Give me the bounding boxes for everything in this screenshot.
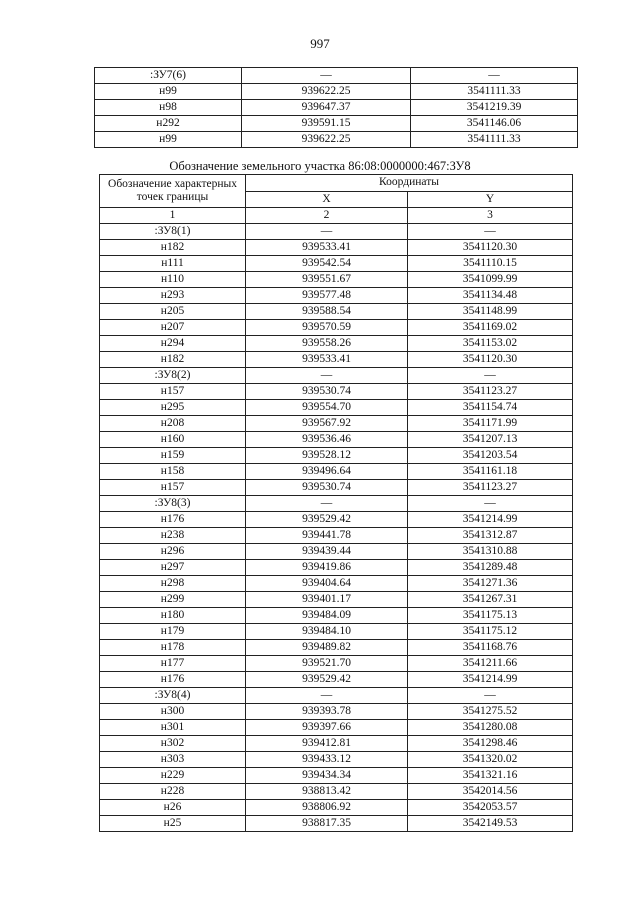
table-row [100,608,573,624]
y-cell: 3541175.13 [408,608,573,624]
point-cell: н205 [100,304,246,320]
point-cell: :ЗУ8(4) [100,688,246,704]
column-number: 1 [100,208,246,224]
table-row [100,464,573,480]
x-cell: 939558.26 [246,336,408,352]
point-cell: н178 [100,640,246,656]
x-cell: 939530.74 [246,480,408,496]
top-table-body [95,68,578,148]
x-cell: 939577.48 [246,288,408,304]
x-cell: 939570.59 [246,320,408,336]
column-number: 2 [246,208,408,224]
header-y: Y [408,191,573,208]
x-cell: 939484.09 [246,608,408,624]
y-cell: 3541214.99 [408,672,573,688]
point-cell: н159 [100,448,246,464]
table-row [100,224,573,240]
y-cell: 3541146.06 [411,116,578,132]
point-cell: н207 [100,320,246,336]
table-row [100,240,573,256]
table-row [100,704,573,720]
point-cell: :ЗУ8(3) [100,496,246,512]
table-row [100,544,573,560]
x-cell: — [246,368,408,384]
point-cell: н157 [100,384,246,400]
table-row [100,480,573,496]
x-cell: 939567.92 [246,416,408,432]
y-cell: 3541169.02 [408,320,573,336]
x-cell: 939404.64 [246,576,408,592]
x-cell: — [242,68,411,84]
y-cell: 3541099.99 [408,272,573,288]
y-cell: 3541111.33 [411,132,578,148]
point-cell: н292 [95,116,242,132]
x-cell: 939441.78 [246,528,408,544]
table-row [100,368,573,384]
header-x: X [246,191,408,208]
point-cell: н294 [100,336,246,352]
y-cell: 3541219.39 [411,100,578,116]
table-row [100,352,573,368]
x-cell: 939622.25 [242,132,411,148]
x-cell: 939591.15 [242,116,411,132]
point-cell: н99 [95,132,242,148]
y-cell: — [408,688,573,704]
y-cell: 3541214.99 [408,512,573,528]
table-row [100,288,573,304]
point-cell: н25 [100,816,246,832]
y-cell: 3541267.31 [408,592,573,608]
point-cell: н295 [100,400,246,416]
x-cell: 939533.41 [246,240,408,256]
y-cell: 3541312.87 [408,528,573,544]
y-cell: 3541110.15 [408,256,573,272]
point-cell: н296 [100,544,246,560]
point-cell: н182 [100,240,246,256]
column-number: 3 [408,208,573,224]
point-cell: н302 [100,736,246,752]
y-cell: 3541280.08 [408,720,573,736]
point-cell: н111 [100,256,246,272]
table-row [100,416,573,432]
x-cell: 939551.67 [246,272,408,288]
y-cell: 3541275.52 [408,704,573,720]
table-row [95,116,578,132]
point-cell: н300 [100,704,246,720]
y-cell: — [408,368,573,384]
x-cell: 939484.10 [246,624,408,640]
header-point-label: Обозначение характерных точек границы [100,175,246,208]
y-cell: 3541123.27 [408,480,573,496]
point-cell: н26 [100,800,246,816]
point-cell: н182 [100,352,246,368]
x-cell: 939622.25 [242,84,411,100]
x-cell: 938813.42 [246,784,408,800]
x-cell: 939529.42 [246,512,408,528]
y-cell: 3541211.66 [408,656,573,672]
table-row [100,320,573,336]
point-cell: н229 [100,768,246,784]
table-row [100,736,573,752]
x-cell: 939588.54 [246,304,408,320]
y-cell: 3541203.54 [408,448,573,464]
y-cell: 3541175.12 [408,624,573,640]
table-row [100,576,573,592]
x-cell: 939393.78 [246,704,408,720]
x-cell: 938806.92 [246,800,408,816]
table-row [95,68,578,84]
table-caption: Обозначение земельного участка 86:08:0000000:467:ЗУ8 [169,159,471,173]
x-cell: 939529.42 [246,672,408,688]
point-cell: н298 [100,576,246,592]
x-cell: — [246,224,408,240]
y-cell: — [411,68,578,84]
table-row [100,592,573,608]
y-cell: 3541153.02 [408,336,573,352]
header-coordinates: Координаты [246,175,573,192]
table-row [100,400,573,416]
x-cell: 939419.86 [246,560,408,576]
x-cell: 939647.37 [242,100,411,116]
x-cell: 939439.44 [246,544,408,560]
y-cell: — [408,496,573,512]
x-cell: 939397.66 [246,720,408,736]
page-number: 997 [310,36,330,51]
y-cell: 3541120.30 [408,240,573,256]
y-cell: 3541171.99 [408,416,573,432]
table-row [100,496,573,512]
point-cell: н157 [100,480,246,496]
y-cell: 3541111.33 [411,84,578,100]
table-row [95,100,578,116]
table-row [95,132,578,148]
y-cell: — [408,224,573,240]
point-cell: н99 [95,84,242,100]
point-cell: н98 [95,100,242,116]
x-cell: 939489.82 [246,640,408,656]
table-row [100,336,573,352]
x-cell: 939496.64 [246,464,408,480]
table-row [100,672,573,688]
y-cell: 3541161.18 [408,464,573,480]
table-row [100,640,573,656]
point-cell: н208 [100,416,246,432]
table-row [100,448,573,464]
point-cell: н160 [100,432,246,448]
y-cell: 3541148.99 [408,304,573,320]
point-cell: :ЗУ7(6) [95,68,242,84]
x-cell: — [246,688,408,704]
y-cell: 3541154.74 [408,400,573,416]
coordinates-table-zu7 [94,67,578,148]
table-row [100,752,573,768]
y-cell: 3541310.88 [408,544,573,560]
y-cell: 3541123.27 [408,384,573,400]
x-cell: 939433.12 [246,752,408,768]
y-cell: 3541271.36 [408,576,573,592]
table-row [100,720,573,736]
y-cell: 3541168.76 [408,640,573,656]
point-cell: н297 [100,560,246,576]
x-cell: 939434.34 [246,768,408,784]
table-row [100,656,573,672]
point-cell: н176 [100,512,246,528]
table-row [100,528,573,544]
table-row [95,84,578,100]
y-cell: 3542053.57 [408,800,573,816]
x-cell: 939528.12 [246,448,408,464]
point-cell: н238 [100,528,246,544]
table-row [100,784,573,800]
main-table-body [100,224,573,832]
point-cell: н293 [100,288,246,304]
x-cell: 939521.70 [246,656,408,672]
y-cell: 3541298.46 [408,736,573,752]
point-cell: н303 [100,752,246,768]
point-cell: н177 [100,656,246,672]
x-cell: 939542.54 [246,256,408,272]
table-row [100,512,573,528]
point-cell: н179 [100,624,246,640]
point-cell: :ЗУ8(1) [100,224,246,240]
table-row [100,384,573,400]
point-cell: н110 [100,272,246,288]
table-row [100,768,573,784]
y-cell: 3541120.30 [408,352,573,368]
y-cell: 3541134.48 [408,288,573,304]
x-cell: 939554.70 [246,400,408,416]
point-cell: н301 [100,720,246,736]
x-cell: 939536.46 [246,432,408,448]
y-cell: 3542149.53 [408,816,573,832]
point-cell: :ЗУ8(2) [100,368,246,384]
table-row [100,560,573,576]
y-cell: 3541289.48 [408,560,573,576]
y-cell: 3541320.02 [408,752,573,768]
x-cell: — [246,496,408,512]
point-cell: н180 [100,608,246,624]
table-row [100,432,573,448]
x-cell: 939533.41 [246,352,408,368]
point-cell: н158 [100,464,246,480]
y-cell: 3542014.56 [408,784,573,800]
x-cell: 939401.17 [246,592,408,608]
point-cell: н299 [100,592,246,608]
table-row [100,256,573,272]
point-cell: н228 [100,784,246,800]
y-cell: 3541207.13 [408,432,573,448]
table-row [100,304,573,320]
point-cell: н176 [100,672,246,688]
table-row [100,800,573,816]
x-cell: 939530.74 [246,384,408,400]
table-row [100,272,573,288]
table-row [100,624,573,640]
table-row [100,688,573,704]
x-cell: 938817.35 [246,816,408,832]
y-cell: 3541321.16 [408,768,573,784]
coordinates-table-zu8 [99,174,573,832]
x-cell: 939412.81 [246,736,408,752]
table-row [100,816,573,832]
